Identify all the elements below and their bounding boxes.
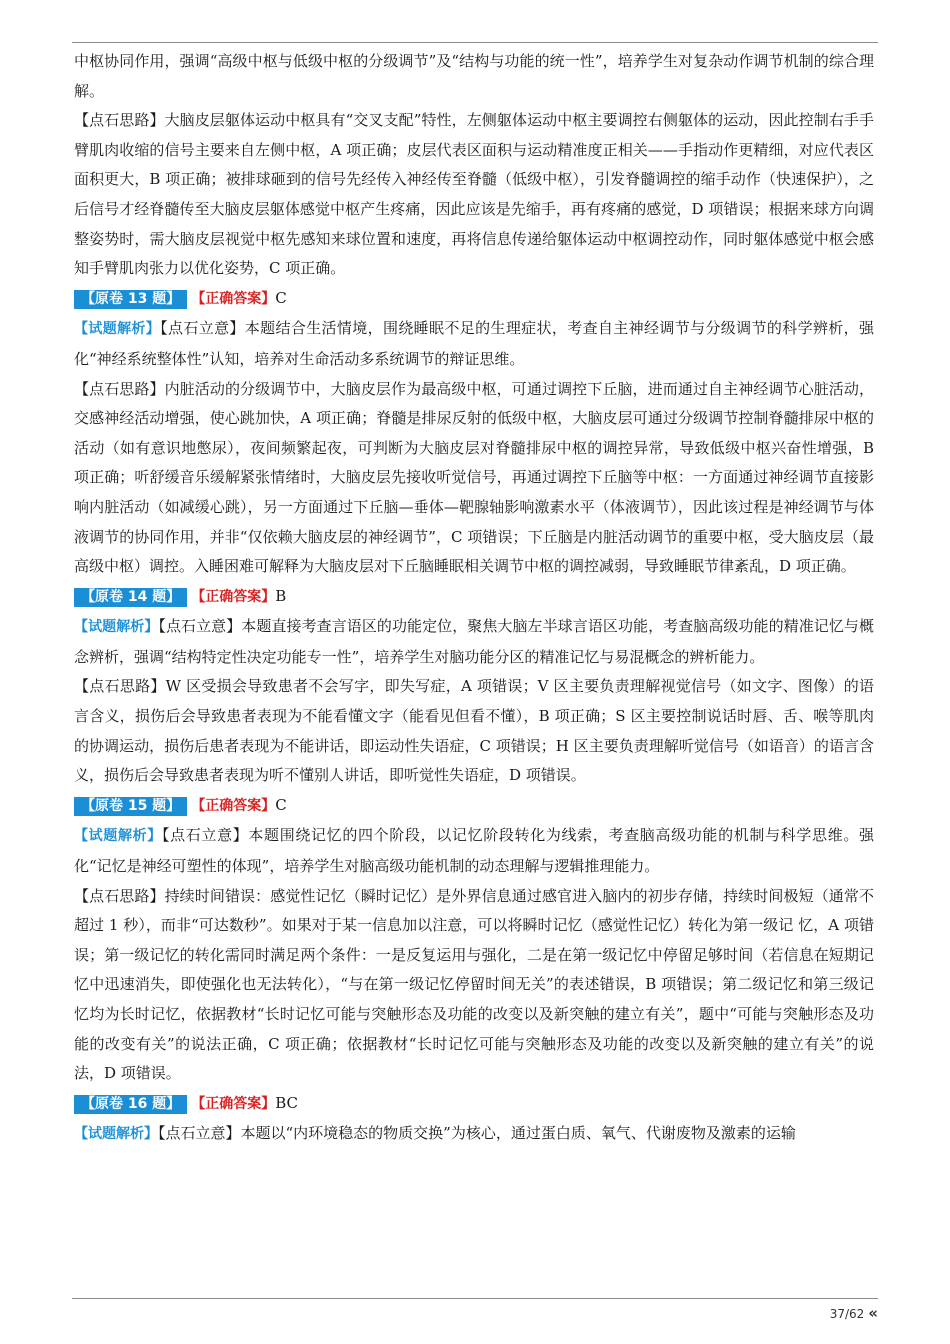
paragraph: 【点石思路】内脏活动的分级调节中，大脑皮层作为最高级中枢，可通过调控下丘脑，进而通过自主神经调节心脏活动，交感神经活动增强，使心跳加快，A 项正确；脊髓是排尿反射的低级中枢，大脑皮层可通过分级调节控制脊髓排尿中枢的活动（如有意识地憋尿），夜间频繁起夜，可判断为大脑皮层对脊髓排尿中枢的调控异常，导致低级中枢兴奋性增强，B 项正确；听舒缓音乐缓解紧张情绪时，大脑皮层先接收听觉信号，再通过调控下丘脑等中枢：一方面通过神经调节直接影响内脏活动（如减缓心跳），另一方面通过下丘脑—垂体—靶腺轴影响激素水平（体液调节），因此该过程是神经调节与体液调节的协同作用，并非“仅依赖大脑皮层的神经调节”，C 项错误；下丘脑是内脏活动调节的重要中枢，受大脑皮层（最高级中枢）调控。入睡困难可解释为大脑皮层对下丘脑睡眠相关调节中枢的调控减弱，导致睡眠节律紊乱，D 项正确。 bbox=[74, 379, 874, 576]
paragraph: 中枢协同作用，强调“高级中枢与低级中枢的分级调节”及“结构与功能的统一性”，培养学生对复杂动作调节机制的综合理解。 bbox=[74, 52, 874, 100]
analysis-label: 【试题解析】 bbox=[74, 321, 161, 338]
answer-label: 【正确答案】 bbox=[191, 588, 276, 605]
question-header-13 bbox=[74, 284, 874, 315]
question-tag: 【原卷 16 题】 bbox=[74, 1095, 187, 1114]
paragraph: 【点石思路】大脑皮层躯体运动中枢具有“交叉支配”特性，左侧躯体运动中枢主要调控右侧躯体的运动，因此控制右手手臂肌肉收缩的信号主要来自左侧中枢，A 项正确；皮层代表区面积与运动精准度正相关——手指动作更精细，对应代表区面积更大，B 项正确；被排球砸到的信号先经传入神经传至脊髓（低级中枢），引发脊髓调控的缩手动作（快速保护），之后信号才经脊髓传至大脑皮层躯体感觉中枢产生疼痛，因此应该是先缩手，再有疼痛的感觉，D 项错误；根据来球方向调整姿势时，需大脑皮层视觉中枢先感知来球位置和速度，再将信息传递给躯体运动中枢调控动作，同时躯体感觉中枢会感知手臂肌肉张力以优化姿势，C 项正确。 bbox=[74, 111, 874, 278]
analysis-paragraph bbox=[74, 612, 874, 672]
document-body bbox=[74, 47, 874, 1150]
header-rule bbox=[72, 42, 878, 43]
paragraph: 【点石思路】W 区受损会导致患者不会写字，即失写症，A 项错误；V 区主要负责理解视觉信号（如文字、图像）的语言含义，损伤后会导致患者表现为不能看懂文字（能看见但看不懂），B 项正确；S 区主要控制说话时唇、舌、喉等肌肉的协调运动，损伤后患者表现为不能讲话，即运动性失语症，C 项错误；H 区主要负责理解听觉信号（如语音）的语言含义，损伤后会导致患者表现为听不懂别人讲话，即听觉性失语症，D 项错误。 bbox=[74, 677, 874, 785]
answer-label: 【正确答案】 bbox=[191, 797, 276, 814]
answer-label: 【正确答案】 bbox=[191, 1095, 276, 1112]
answer-label: 【正确答案】 bbox=[191, 290, 276, 307]
page-footer bbox=[830, 1304, 878, 1322]
question-tag: 【原卷 14 题】 bbox=[74, 588, 187, 607]
answer-value: B bbox=[275, 586, 287, 605]
question-tag: 【原卷 15 题】 bbox=[74, 797, 187, 816]
chevron-left-icon[interactable]: « bbox=[868, 1304, 878, 1322]
analysis-label: 【试题解析】 bbox=[74, 1126, 158, 1143]
answer-value: BC bbox=[275, 1093, 299, 1112]
answer-value: C bbox=[275, 288, 287, 307]
question-header-15 bbox=[74, 791, 874, 822]
question-tag: 【原卷 13 题】 bbox=[74, 290, 187, 309]
answer-value: C bbox=[275, 795, 287, 814]
analysis-text: 【点石立意】本题结合生活情境，围绕睡眠不足的生理症状，考查自主神经调节与分级调节的科学辨析，强化“神经系统整体性”认知，培养对生命活动多系统调节的辩证思维。 bbox=[74, 319, 874, 368]
analysis-text: 【点石立意】本题以“内环境稳态的物质交换”为核心，通过蛋白质、氧气、代谢废物及激素的运输 bbox=[158, 1124, 796, 1143]
analysis-label: 【试题解析】 bbox=[74, 828, 162, 845]
analysis-label: 【试题解析】 bbox=[74, 619, 159, 636]
analysis-paragraph bbox=[74, 821, 874, 881]
analysis-text: 【点石立意】本题直接考查言语区的功能定位，聚焦大脑左半球言语区功能，考查脑高级功能的精准记忆与概念辨析，强调“结构特定性决定功能专一性”，培养学生对脑功能分区的精准记忆与易混概念的辨析能力。 bbox=[74, 617, 875, 666]
analysis-text: 【点石立意】本题围绕记忆的四个阶段，以记忆阶段转化为线索，考查脑高级功能的机制与科学思维。强化“记忆是神经可塑性的体现”，培养学生对脑高级功能机制的动态理解与逻辑推理能力。 bbox=[74, 826, 875, 876]
question-header-14 bbox=[74, 582, 874, 613]
footer-rule bbox=[72, 1298, 878, 1299]
question-header-16 bbox=[74, 1089, 874, 1120]
analysis-paragraph bbox=[74, 314, 874, 374]
paragraph: 【点石思路】持续时间错误：感觉性记忆（瞬时记忆）是外界信息通过感官进入脑内的初步存储，持续时间极短（通常不超过 1 秒），而非“可达数秒”。如果对于某一信息加以注意，可以将瞬时记忆（感觉性记忆）转化为第一级记 忆，A 项错误；第一级记忆的转化需同时满足两个条件：一是反复运用与强化，二是在第一级记忆中停留足够时间（若信息在短期记忆中迅速消失，即使强化也无法转化），“与在第一级记忆停留时间无关”的表述错误，B 项错误；第二级记忆和第三级记忆均为长时记忆，依据教材“长时记忆可能与突触形态及功能的改变以及新突触的建立有关”，题中“可能与突触形态及功能的改变有关”的说法正确，C 项正确；依据教材“长时记忆可能与突触形态及功能的改变以及新突触的建立有关”的说法，D 项错误。 bbox=[74, 886, 874, 1083]
analysis-paragraph bbox=[74, 1119, 874, 1150]
page-number: 37/62 bbox=[829, 1307, 865, 1321]
